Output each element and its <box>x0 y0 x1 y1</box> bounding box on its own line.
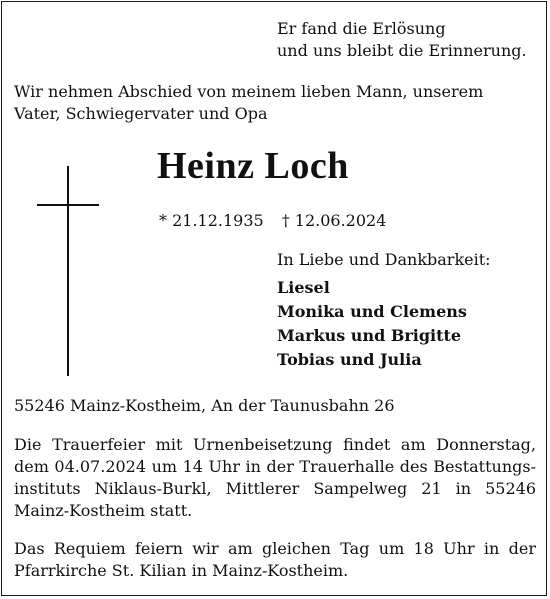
birth-date: * 21.12.1935 <box>159 211 264 230</box>
motto <box>277 18 527 62</box>
motto-line: und uns bleibt die Erinnerung. <box>277 41 527 60</box>
thanks-line: In Liebe und Dankbarkeit: <box>277 250 491 269</box>
family-member: Markus und Brigitte <box>277 326 462 345</box>
requiem-paragraph: Das Requiem feiern wir am gleichen Tag um 18 Uhr in der Pfarrkirche St. Kilian in Mainz-Kostheim. <box>14 539 536 580</box>
motto-line: Er fand die Erlösung <box>277 19 446 38</box>
life-dates <box>159 210 386 232</box>
cross-horizontal-bar <box>37 204 99 206</box>
family-member: Tobias und Julia <box>277 350 422 369</box>
ceremony-paragraph: Die Trauerfeier mit Urnenbeisetzung findet am Donnerstag, dem 04.07.2024 um 14 Uhr in der Trauerhalle des Bestattungsinstituts Niklaus-Burkl, Mittlerer Sampelweg 21 in 55246 Mainz-Kostheim statt. <box>14 435 536 520</box>
death-date: † 12.06.2024 <box>281 211 387 230</box>
family-member: Monika und Clemens <box>277 302 467 321</box>
cross-vertical-bar <box>67 166 69 376</box>
cross-icon <box>37 166 99 376</box>
address: 55246 Mainz-Kostheim, An der Taunusbahn 26 <box>14 396 395 415</box>
family-list <box>277 276 467 372</box>
deceased-name: Heinz Loch <box>157 145 349 187</box>
family-member: Liesel <box>277 278 330 297</box>
intro-text: Wir nehmen Abschied von meinem lieben Mann, unserem Vater, Schwiegervater und Opa <box>14 82 484 123</box>
